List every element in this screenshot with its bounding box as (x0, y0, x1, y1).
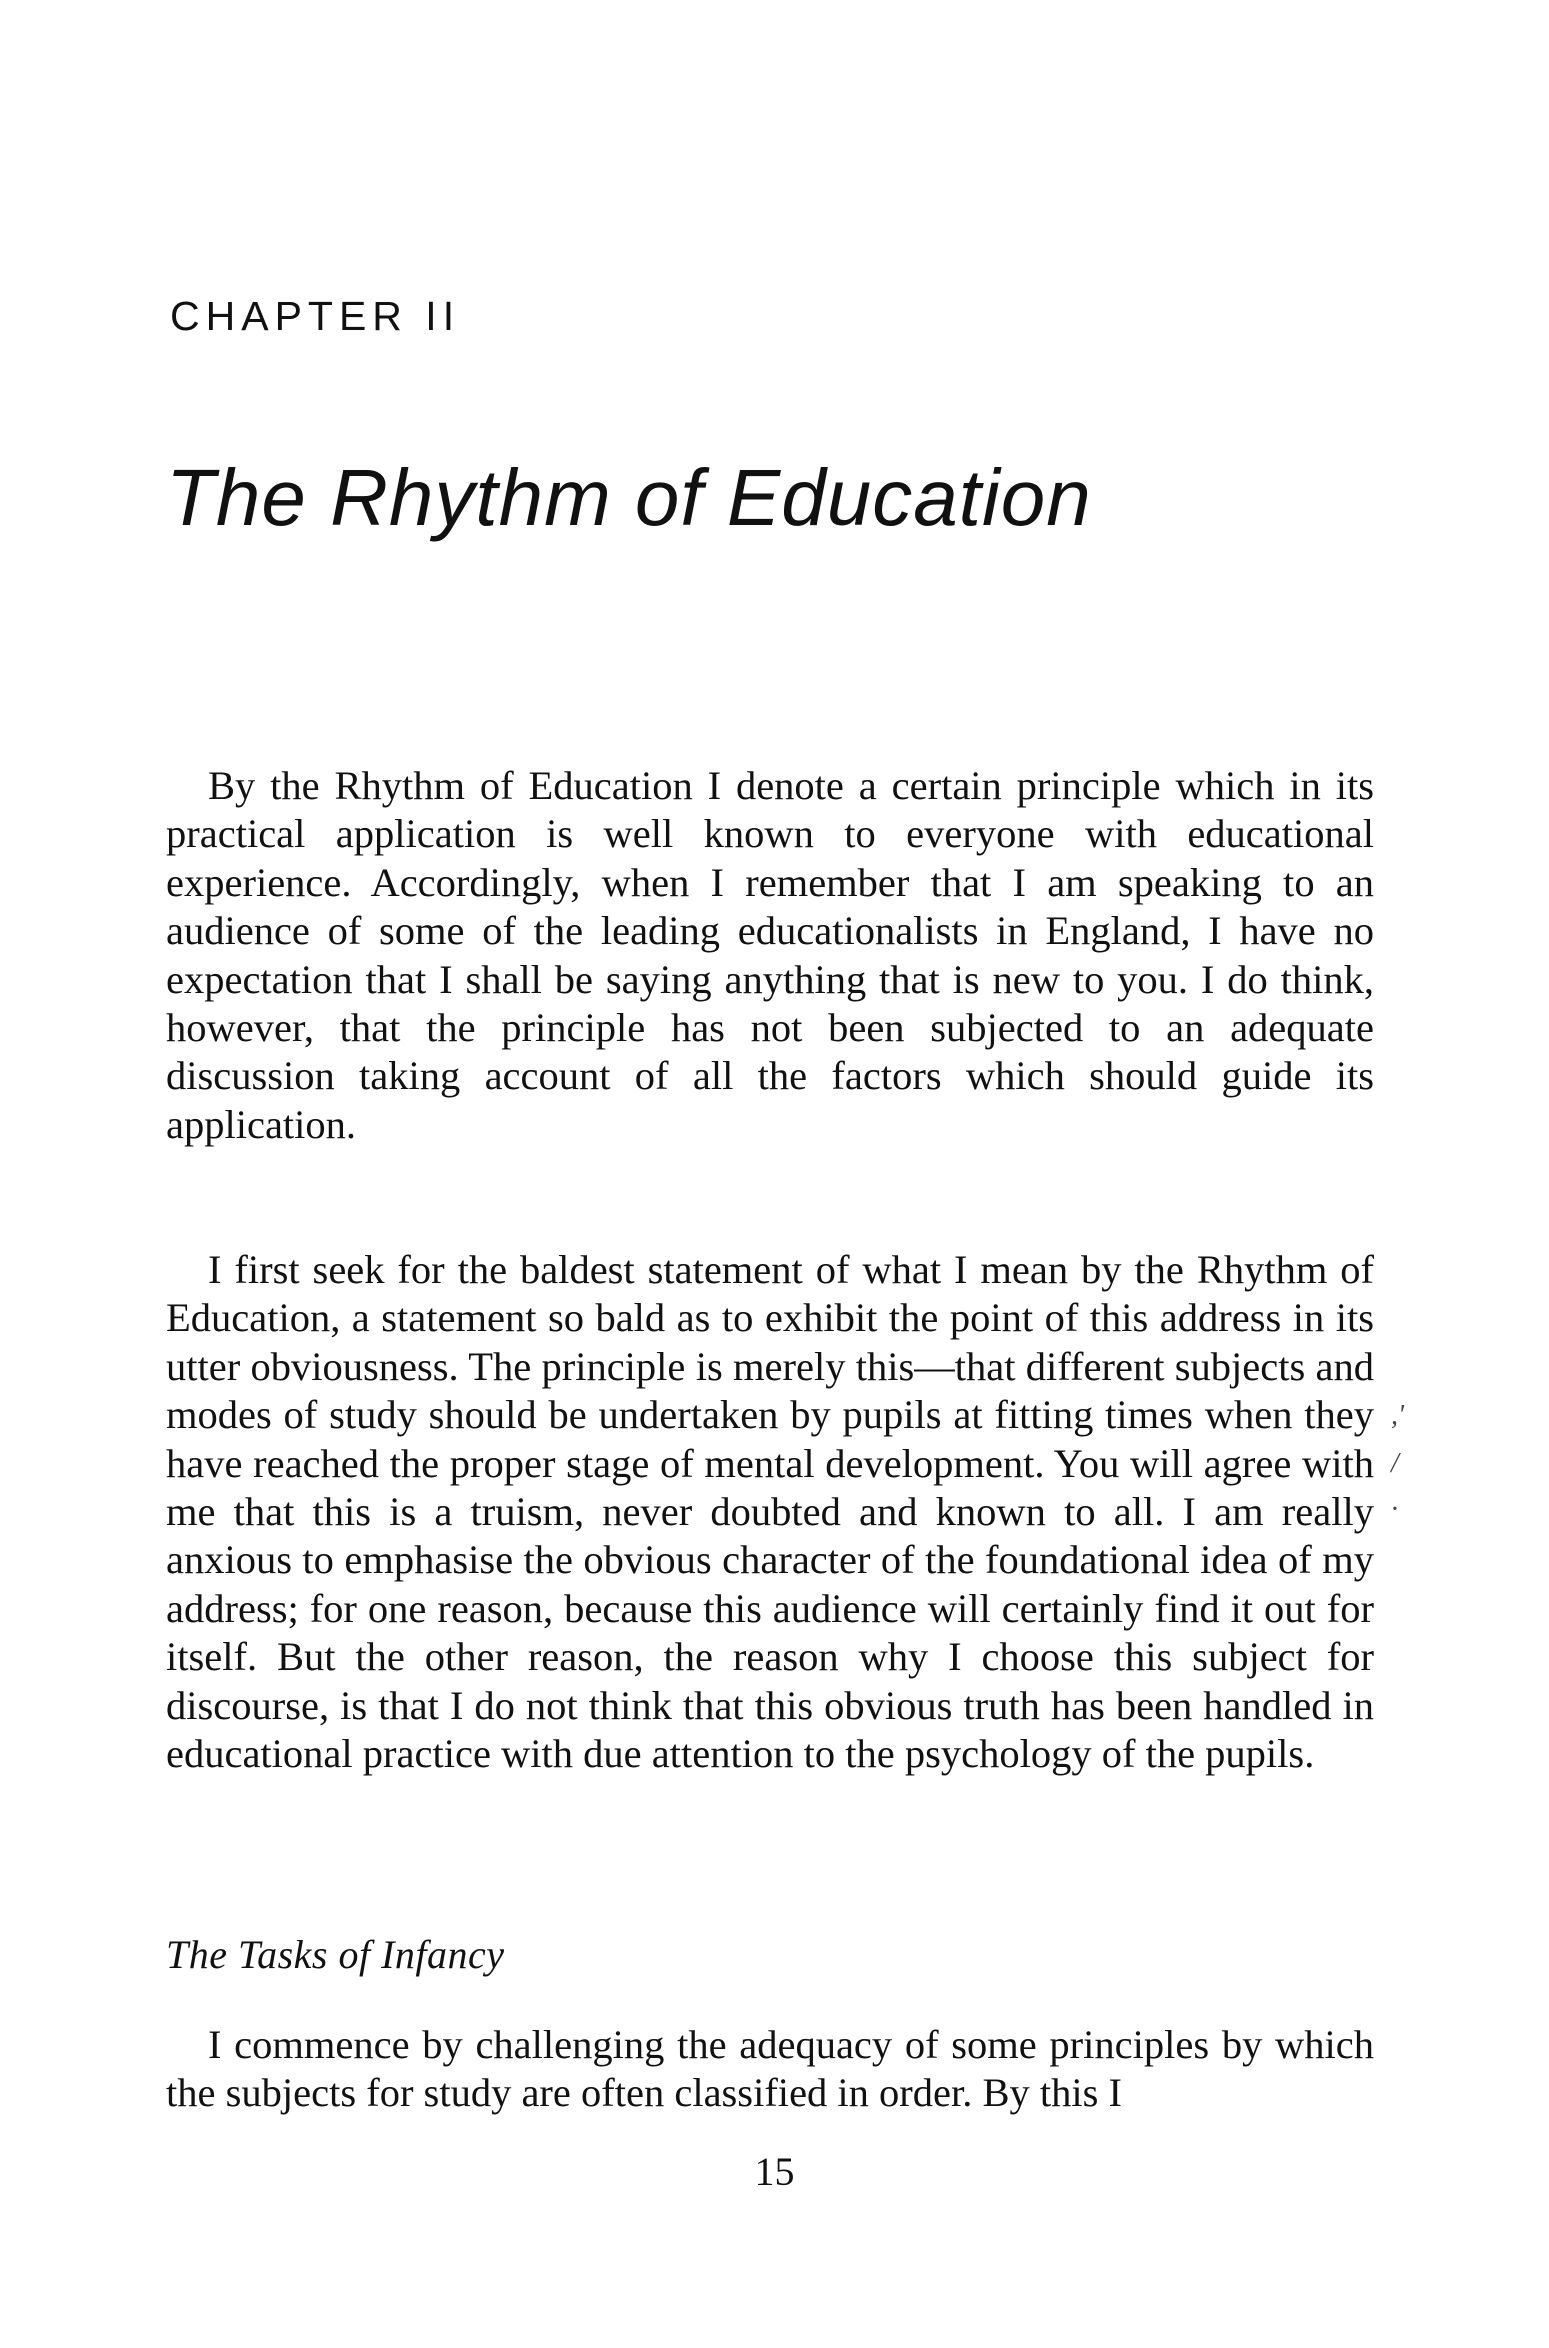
margin-mark: / (1391, 1448, 1399, 1479)
paragraph-block (166, 2021, 1374, 2118)
body-paragraph: By the Rhythm of Education I denote a certain principle which in its practical application is well known to everyone with educational experience. Accordingly, when I remember that I am speaking to an audience of some of the leading educationalists in England, I have no expectation that I shall be saying anything that is new to you. I do think, however, that the principle has not been subjected to an adequate discussion taking account of all the factors which should guide its application. (166, 763, 1374, 1147)
paragraph-block (166, 762, 1374, 1149)
section-heading: The Tasks of Infancy (166, 1932, 505, 1977)
body-paragraph: I first seek for the baldest statement of what I mean by the Rhythm of Education, a statement so bald as to exhibit the point of this address in its utter obviousness. The principle is merely this—that different subjects and modes of study should be undertaken by pupils at fitting times when they have reached the proper stage of mental development. You will agree with me that this is a truism, never doubted and known to all. I am really anxious to emphasise the obvious character of the foundational idea of my address; for one reason, because this audience will certainly find it out for itself. But the other reason, the reason why I choose this subject for discourse, is that I do not think that this obvious truth has been handled in educational practice with due attention to the psychology of the pupils. (166, 1247, 1374, 1777)
paragraph-block (166, 1246, 1374, 1778)
margin-mark: ,' (1391, 1400, 1404, 1431)
chapter-label: CHAPTER II (170, 293, 461, 339)
chapter-title: The Rhythm of Education (166, 453, 1092, 542)
page-number: 15 (754, 2149, 795, 2194)
margin-mark: · (1391, 1494, 1398, 1525)
body-paragraph: I commence by challenging the adequacy of some principles by which the subjects for study are often classified in order. By this I (166, 2022, 1374, 2116)
